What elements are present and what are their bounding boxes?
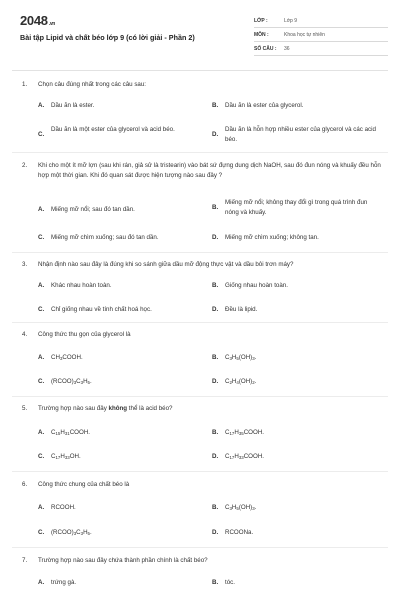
option-letter: B. xyxy=(212,504,219,511)
q3-option-a[interactable] xyxy=(38,281,188,291)
meta-key: MÔN : xyxy=(254,31,269,38)
question-body: Chọn câu đúng nhất trong các câu sau: xyxy=(38,81,147,88)
q6-option-b[interactable] xyxy=(212,503,382,514)
question-text-part: Trường hợp nào sau đây xyxy=(38,405,109,412)
question-body: Nhận định nào sau đây là đúng khi so sánh giữa dầu mỡ động thực vật và dầu bôi trơn máy? xyxy=(38,261,294,268)
option-letter: A. xyxy=(38,354,45,361)
question-number: 6. xyxy=(22,481,28,488)
option-text: RCOONa. xyxy=(225,529,254,536)
option-text: Miếng mỡ nổi; sau đó tan dần. xyxy=(51,206,135,213)
question-number: 4. xyxy=(22,331,28,338)
option-text: $CH_3COOH$. xyxy=(51,354,83,361)
q2-option-b[interactable] xyxy=(212,198,382,217)
option-text: $C_{15}H_{31}COOH$. xyxy=(51,429,91,436)
option-text: Miếng mỡ chìm xuống; không tan. xyxy=(225,234,319,241)
q1-option-c[interactable] xyxy=(38,125,198,140)
q7-option-b[interactable] xyxy=(212,578,382,588)
option-letter: C. xyxy=(38,529,45,536)
logo-suffix: .vn xyxy=(48,21,56,27)
option-letter: D. xyxy=(212,529,219,536)
option-letter: C. xyxy=(38,453,45,460)
q6-option-c[interactable] xyxy=(38,528,188,539)
option-text: $C_2H_4(OH)_2$. xyxy=(225,378,257,385)
question-6-text xyxy=(22,480,384,490)
option-text: $C_3H_5(OH)_3$. xyxy=(225,504,257,511)
option-text: Đều là lipid. xyxy=(225,306,258,313)
q3-option-c[interactable] xyxy=(38,305,188,315)
option-text: $C_3H_5(OH)_3$. xyxy=(225,354,257,361)
meta-key: SỐ CÂU : xyxy=(254,45,277,52)
option-letter: B. xyxy=(212,579,219,586)
page-header xyxy=(0,0,400,66)
meta-row-subject xyxy=(254,28,388,42)
document-title: Bài tập Lipid và chất béo lớp 9 (có lời giải - Phần 2) xyxy=(20,33,195,42)
question-2-text xyxy=(22,161,384,181)
header-divider xyxy=(12,70,388,71)
option-letter: A. xyxy=(38,282,45,289)
q4-option-a[interactable] xyxy=(38,353,188,364)
q4-option-b[interactable] xyxy=(212,353,382,364)
option-text: tóc. xyxy=(225,579,235,586)
question-separator xyxy=(12,152,388,153)
question-number: 2. xyxy=(22,162,28,169)
question-5-text xyxy=(22,404,384,414)
option-letter: B. xyxy=(212,102,219,109)
option-text: Giống nhau hoàn toàn. xyxy=(225,282,288,289)
option-letter: A. xyxy=(38,504,45,511)
question-number: 7. xyxy=(22,557,28,564)
question-body: Công thức chung của chất béo là xyxy=(38,481,130,488)
question-separator xyxy=(12,547,388,548)
option-letter: A. xyxy=(38,102,45,109)
option-letter: A. xyxy=(38,206,45,213)
meta-value: Lớp 9 xyxy=(284,17,298,24)
question-body xyxy=(38,404,384,414)
option-letter: B. xyxy=(212,429,219,436)
q2-option-c[interactable] xyxy=(38,233,208,243)
option-letter: D. xyxy=(212,453,219,460)
meta-info-table xyxy=(254,14,388,56)
q6-option-d[interactable] xyxy=(212,528,382,538)
option-letter: C. xyxy=(38,234,45,241)
q6-option-a[interactable] xyxy=(38,503,188,513)
question-number: 5. xyxy=(22,405,28,412)
q5-option-b[interactable] xyxy=(212,428,382,439)
option-letter: C. xyxy=(38,306,45,313)
logo-text: 2048 xyxy=(20,13,48,28)
meta-row-class xyxy=(254,14,388,28)
option-text: trứng gà. xyxy=(51,579,77,586)
meta-value: 36 xyxy=(284,45,290,52)
question-number: 1. xyxy=(22,81,28,88)
option-text: $C_{17}H_{35}COOH$. xyxy=(225,429,265,436)
option-letter: D. xyxy=(212,131,219,138)
option-text: Miếng mỡ nổi; không thay đổi gì trong quá trình đun nóng và khuấy. xyxy=(225,199,368,216)
q4-option-d[interactable] xyxy=(212,377,382,388)
q7-option-a[interactable] xyxy=(38,578,188,588)
q3-option-b[interactable] xyxy=(212,281,382,291)
question-7-text xyxy=(22,556,384,566)
option-letter: C. xyxy=(38,131,45,138)
meta-value: Khoa học tự nhiên xyxy=(284,31,325,38)
q3-option-d[interactable] xyxy=(212,305,382,315)
q1-option-d[interactable] xyxy=(212,125,382,144)
option-text: RCOOH. xyxy=(51,504,76,511)
q2-option-d[interactable] xyxy=(212,233,382,243)
question-separator xyxy=(12,471,388,472)
option-text: Dầu ăn là hỗn hợp nhiều ester của glycerol và các acid béo. xyxy=(225,126,376,143)
q5-option-a[interactable] xyxy=(38,428,188,439)
option-letter: A. xyxy=(38,429,45,436)
meta-row-count xyxy=(254,42,388,56)
q1-option-b[interactable] xyxy=(212,101,382,111)
option-text: $C_{17}H_{33}OH$. xyxy=(51,453,81,460)
question-4-text xyxy=(22,330,384,340)
meta-key: LỚP : xyxy=(254,17,268,24)
option-text: Khác nhau hoàn toàn. xyxy=(51,282,112,289)
option-text: $(RCOO)_3C_3H_5$. xyxy=(51,529,92,536)
question-body: Khi cho một ít mỡ lợn (sau khi rán, giả sử là tristearin) vào bát sứ đựng dung dịch NaOH, sau đó đun nóng và khuấy đều hỗn hợp một thời gian. Khi đó quan sát được hiện tượng nào sau đây ? xyxy=(38,162,381,179)
question-separator xyxy=(12,252,388,253)
question-emphasis: không xyxy=(108,405,128,412)
q2-option-a[interactable] xyxy=(38,205,188,215)
q5-option-d[interactable] xyxy=(212,452,382,463)
option-text: $C_{17}H_{33}COOH$. xyxy=(225,453,265,460)
question-body: Công thức thu gọn của glycerol là xyxy=(38,331,131,338)
question-3-text xyxy=(22,260,384,270)
option-letter: D. xyxy=(212,378,219,385)
option-letter: B. xyxy=(212,354,219,361)
option-letter: B. xyxy=(212,282,219,289)
option-text: Miếng mỡ chìm xuống; sau đó tan dần. xyxy=(51,234,159,241)
question-text-part: thể là acid béo? xyxy=(127,405,173,412)
q5-option-c[interactable] xyxy=(38,452,188,463)
q4-option-c[interactable] xyxy=(38,377,188,388)
question-1-text xyxy=(22,80,384,90)
option-letter: C. xyxy=(38,378,45,385)
option-text: Dầu ăn là ester của glycerol. xyxy=(225,102,304,109)
option-letter: A. xyxy=(38,579,45,586)
question-body: Trường hợp nào sau đây chứa thành phần chính là chất béo? xyxy=(38,557,208,564)
option-text: Dầu ăn là một ester của glycerol và acid béo. xyxy=(51,126,175,133)
option-letter: B. xyxy=(212,204,219,211)
option-text: Dầu ăn là ester. xyxy=(51,102,95,109)
option-text: $(RCOO)_3C_3H_5$. xyxy=(51,378,92,385)
site-logo[interactable] xyxy=(20,13,55,28)
option-letter: D. xyxy=(212,306,219,313)
question-number: 3. xyxy=(22,261,28,268)
option-text: Chỉ giống nhau về tính chất hoá học. xyxy=(51,306,152,313)
option-letter: D. xyxy=(212,234,219,241)
question-separator xyxy=(12,396,388,397)
q1-option-a[interactable] xyxy=(38,101,188,111)
question-separator xyxy=(12,322,388,323)
